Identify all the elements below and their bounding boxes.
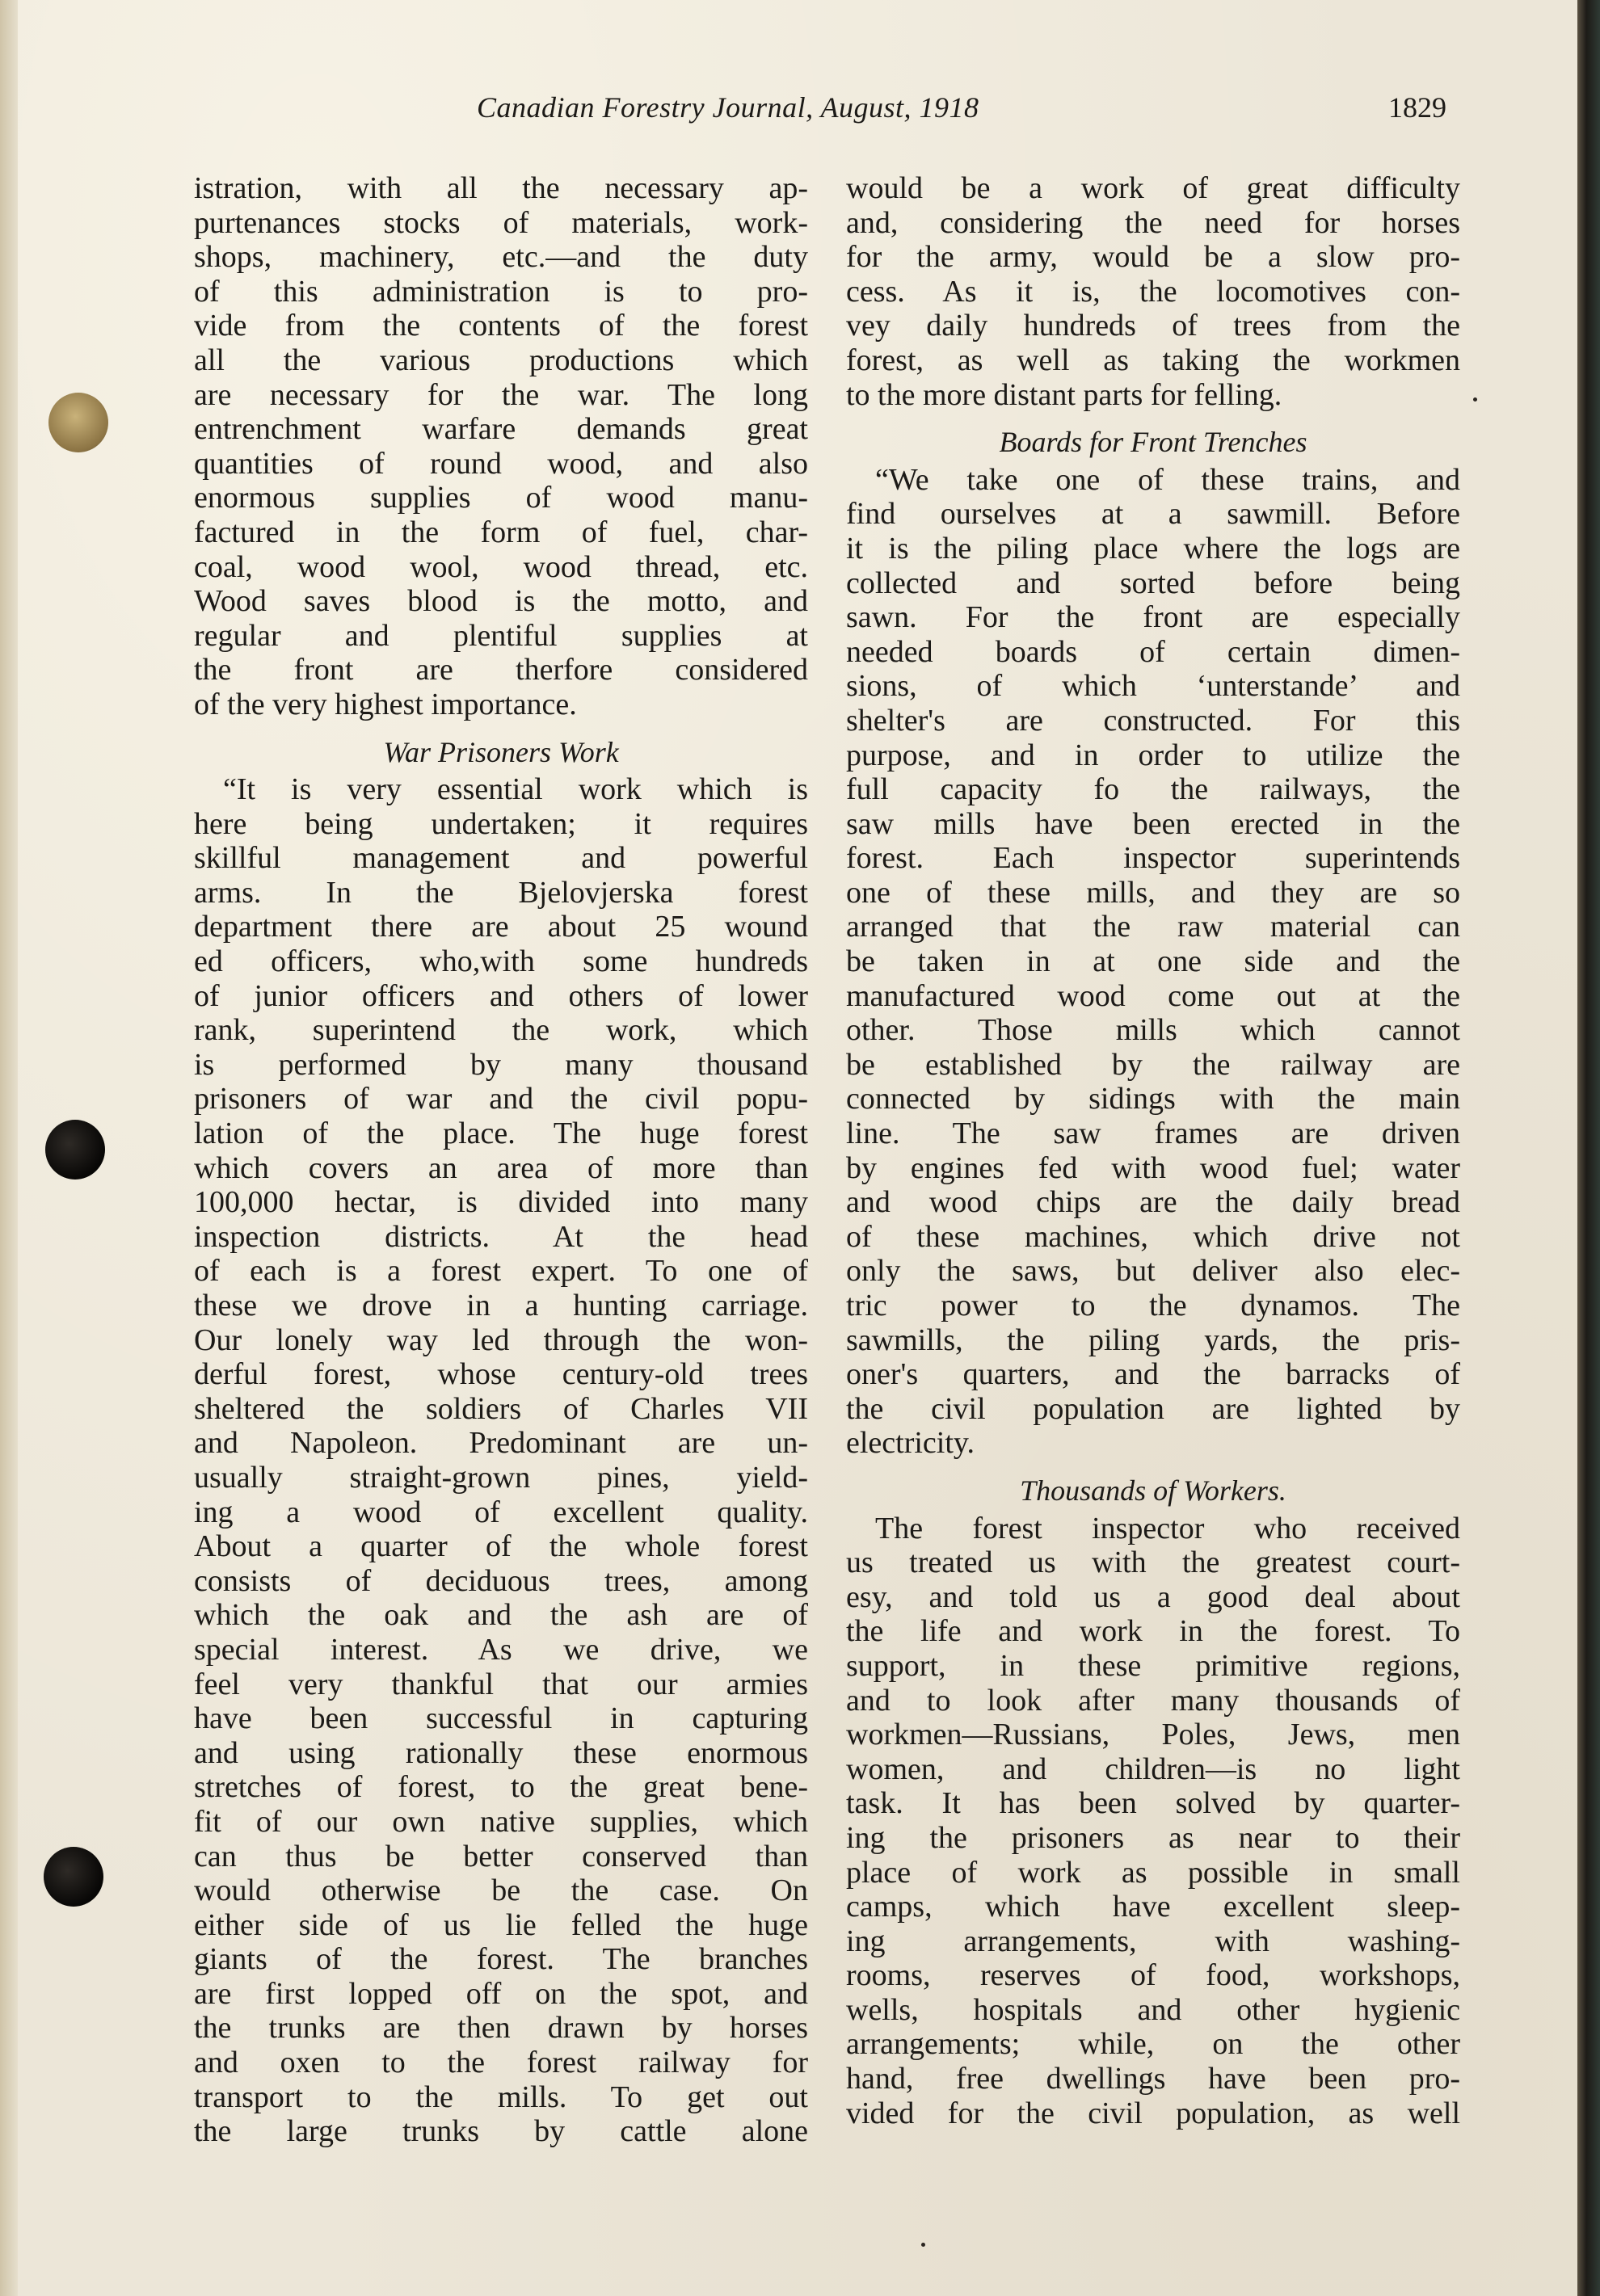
text-line: electricity. <box>846 1426 975 1461</box>
text-line: giants of the forest. The branches <box>194 1942 808 1977</box>
text-line: prisoners of war and the civil popu- <box>194 1082 808 1116</box>
text-line: sions, of which ‘unterstande’ and <box>846 669 1460 704</box>
text-line: workmen—Russians, Poles, Jews, men <box>846 1718 1460 1752</box>
paper-speck <box>1473 397 1477 402</box>
text-line: ing arrangements, with washing- <box>846 1924 1460 1958</box>
text-line: full capacity fo the railways, the <box>846 772 1460 807</box>
text-line: task. It has been solved by quarter- <box>846 1786 1460 1821</box>
text-line: 100,000 hectar, is divided into many <box>194 1185 808 1220</box>
text-line: support, in these primitive regions, <box>846 1648 1460 1683</box>
text-line: it is the piling place where the logs are <box>846 531 1460 566</box>
text-line: of each is a forest expert. To one of <box>194 1254 808 1289</box>
text-line: be taken in at one side and the <box>846 944 1460 979</box>
paragraph <box>846 1512 1460 2131</box>
text-line: and oxen to the forest railway for <box>194 2046 808 2080</box>
text-line: “We take one of these trains, and <box>875 462 1460 497</box>
text-line: skillful management and powerful <box>194 841 808 876</box>
text-line: of these machines, which drive not <box>846 1219 1460 1254</box>
text-line: other. Those mills which cannot <box>846 1013 1460 1048</box>
left-column <box>194 171 808 2149</box>
text-line: forest, as well as taking the workmen <box>846 343 1460 377</box>
text-line: quantities of round wood, and also <box>194 446 808 481</box>
text-line: are first lopped off on the spot, and <box>194 1976 808 2011</box>
text-line: here being undertaken; it requires <box>194 806 808 841</box>
text-line: find ourselves at a sawmill. Before <box>846 497 1460 532</box>
text-line: vided for the civil population, as well <box>846 2096 1460 2130</box>
text-line: one of these mills, and they are so <box>846 875 1460 910</box>
text-line: coal, wood wool, wood thread, etc. <box>194 549 808 584</box>
page-left-edge <box>0 0 18 2296</box>
text-line: and, considering the need for horses <box>846 205 1460 240</box>
punch-hole-bottom <box>44 1847 103 1907</box>
text-line: needed boards of certain dimen- <box>846 634 1460 669</box>
text-line: by engines fed with wood fuel; water <box>846 1150 1460 1185</box>
text-line: which the oak and the ash are of <box>194 1598 808 1633</box>
text-line: and to look after many thousands of <box>846 1683 1460 1718</box>
text-line: vide from the contents of the forest <box>194 309 808 343</box>
text-line: About a quarter of the whole forest <box>194 1529 808 1564</box>
text-line: hand, free dwellings have been pro- <box>846 2062 1460 2096</box>
text-line: special interest. As we drive, we <box>194 1632 808 1667</box>
text-line: forest. Each inspector superintends <box>846 841 1460 876</box>
text-line: have been successful in capturing <box>194 1701 808 1736</box>
text-line: saw mills have been erected in the <box>846 806 1460 841</box>
text-line: rooms, reserves of food, workshops, <box>846 1958 1460 1993</box>
text-line: and wood chips are the daily bread <box>846 1185 1460 1220</box>
text-line: Wood saves blood is the motto, and <box>194 584 808 619</box>
text-line: oner's quarters, and the barracks of <box>846 1357 1460 1392</box>
punch-hole-middle <box>45 1120 105 1180</box>
paragraph <box>846 171 1460 412</box>
right-column <box>846 171 1460 2130</box>
text-line: sheltered the soldiers of Charles VII <box>194 1391 808 1426</box>
paragraph <box>194 772 808 2149</box>
text-line: shelter's are constructed. For this <box>846 703 1460 738</box>
book-spine-edge <box>1577 0 1600 2296</box>
text-line: entrenchment warfare demands great <box>194 412 808 447</box>
text-line: Our lonely way led through the won- <box>194 1323 808 1357</box>
text-line: derful forest, whose century-old trees <box>194 1357 808 1392</box>
paper-speck <box>921 2243 925 2247</box>
text-line: us treated us with the greatest court- <box>846 1545 1460 1580</box>
text-line: arms. In the Bjelovjerska forest <box>194 875 808 910</box>
punch-hole-top <box>48 393 108 452</box>
text-line: place of work as possible in small <box>846 1855 1460 1890</box>
text-line: women, and children—is no light <box>846 1751 1460 1786</box>
text-line: The forest inspector who received <box>875 1511 1460 1545</box>
text-line: arranged that the raw material can <box>846 910 1460 944</box>
text-line: either side of us lie felled the huge <box>194 1907 808 1942</box>
text-line: the large trunks by cattle alone <box>194 2114 808 2149</box>
text-line: tric power to the dynamos. The <box>846 1289 1460 1323</box>
text-line: purtenances stocks of materials, work- <box>194 205 808 240</box>
text-line: is performed by many thousand <box>194 1047 808 1082</box>
text-line: lation of the place. The huge forest <box>194 1116 808 1151</box>
text-line: which covers an area of more than <box>194 1150 808 1185</box>
text-line: transport to the mills. To get out <box>194 2079 808 2114</box>
text-line: fit of our own native supplies, which <box>194 1804 808 1839</box>
text-line: and Napoleon. Predominant are un- <box>194 1426 808 1461</box>
text-line: enormous supplies of wood manu- <box>194 481 808 515</box>
text-line: factured in the form of fuel, char- <box>194 515 808 549</box>
text-line: usually straight-grown pines, yield- <box>194 1460 808 1495</box>
text-line: arrangements; while, on the other <box>846 2027 1460 2062</box>
text-line: the trunks are then drawn by horses <box>194 2011 808 2046</box>
text-line: esy, and told us a good deal about <box>846 1579 1460 1614</box>
text-line: the front are therfore considered <box>194 653 808 688</box>
text-line: ing the prisoners as near to their <box>846 1820 1460 1855</box>
text-line: line. The saw frames are driven <box>846 1116 1460 1151</box>
text-line: inspection districts. At the head <box>194 1219 808 1254</box>
text-line: vey daily hundreds of trees from the <box>846 309 1460 343</box>
text-line: connected by sidings with the main <box>846 1082 1460 1116</box>
paragraph <box>846 463 1460 1461</box>
page-header <box>477 90 1446 139</box>
text-line: shops, machinery, etc.—and the duty <box>194 240 808 275</box>
text-line: collected and sorted before being <box>846 566 1460 600</box>
text-line: for the army, would be a slow pro- <box>846 240 1460 275</box>
text-line: would be a work of great difficulty <box>846 171 1460 205</box>
text-line: the civil population are lighted by <box>846 1391 1460 1426</box>
text-line: of the very highest importance. <box>194 687 577 721</box>
subheading: Boards for Front Trenches <box>999 426 1307 459</box>
text-line: sawn. For the front are especially <box>846 600 1460 635</box>
text-line: “It is very essential work which is <box>223 772 808 807</box>
text-line: would otherwise be the case. On <box>194 1873 808 1908</box>
running-title: Canadian Forestry Journal, August, 1918 <box>477 91 979 124</box>
text-line: ing a wood of excellent quality. <box>194 1495 808 1529</box>
text-line: ed officers, who,with some hundreds <box>194 944 808 979</box>
text-line: these we drove in a hunting carriage. <box>194 1289 808 1323</box>
text-line: camps, which have excellent sleep- <box>846 1890 1460 1924</box>
text-line: istration, with all the necessary ap- <box>194 171 808 205</box>
text-line: only the saws, but deliver also elec- <box>846 1254 1460 1289</box>
text-line: department there are about 25 wound <box>194 910 808 944</box>
paragraph <box>194 171 808 722</box>
page-number: 1829 <box>1388 91 1446 124</box>
text-line: can thus be better conserved than <box>194 1839 808 1873</box>
text-line: are necessary for the war. The long <box>194 377 808 412</box>
subheading: Thousands of Workers. <box>1020 1474 1286 1507</box>
text-line: feel very thankful that our armies <box>194 1667 808 1701</box>
text-line: of this administration is to pro- <box>194 274 808 309</box>
text-line: manufactured wood come out at the <box>846 978 1460 1013</box>
text-line: and using rationally these enormous <box>194 1735 808 1770</box>
text-line: all the various productions which <box>194 343 808 377</box>
text-line: sawmills, the piling yards, the pris- <box>846 1323 1460 1357</box>
text-line: be established by the railway are <box>846 1047 1460 1082</box>
text-line: consists of deciduous trees, among <box>194 1563 808 1598</box>
text-line: purpose, and in order to utilize the <box>846 738 1460 772</box>
text-line: rank, superintend the work, which <box>194 1013 808 1048</box>
text-line: stretches of forest, to the great bene- <box>194 1770 808 1805</box>
text-line: of junior officers and others of lower <box>194 978 808 1013</box>
text-line: regular and plentiful supplies at <box>194 618 808 653</box>
subheading: War Prisoners Work <box>383 735 619 768</box>
text-line: cess. As it is, the locomotives con- <box>846 274 1460 309</box>
text-line: to the more distant parts for felling. <box>846 377 1282 412</box>
text-line: wells, hospitals and other hygienic <box>846 1992 1460 2027</box>
text-line: the life and work in the forest. To <box>846 1614 1460 1649</box>
